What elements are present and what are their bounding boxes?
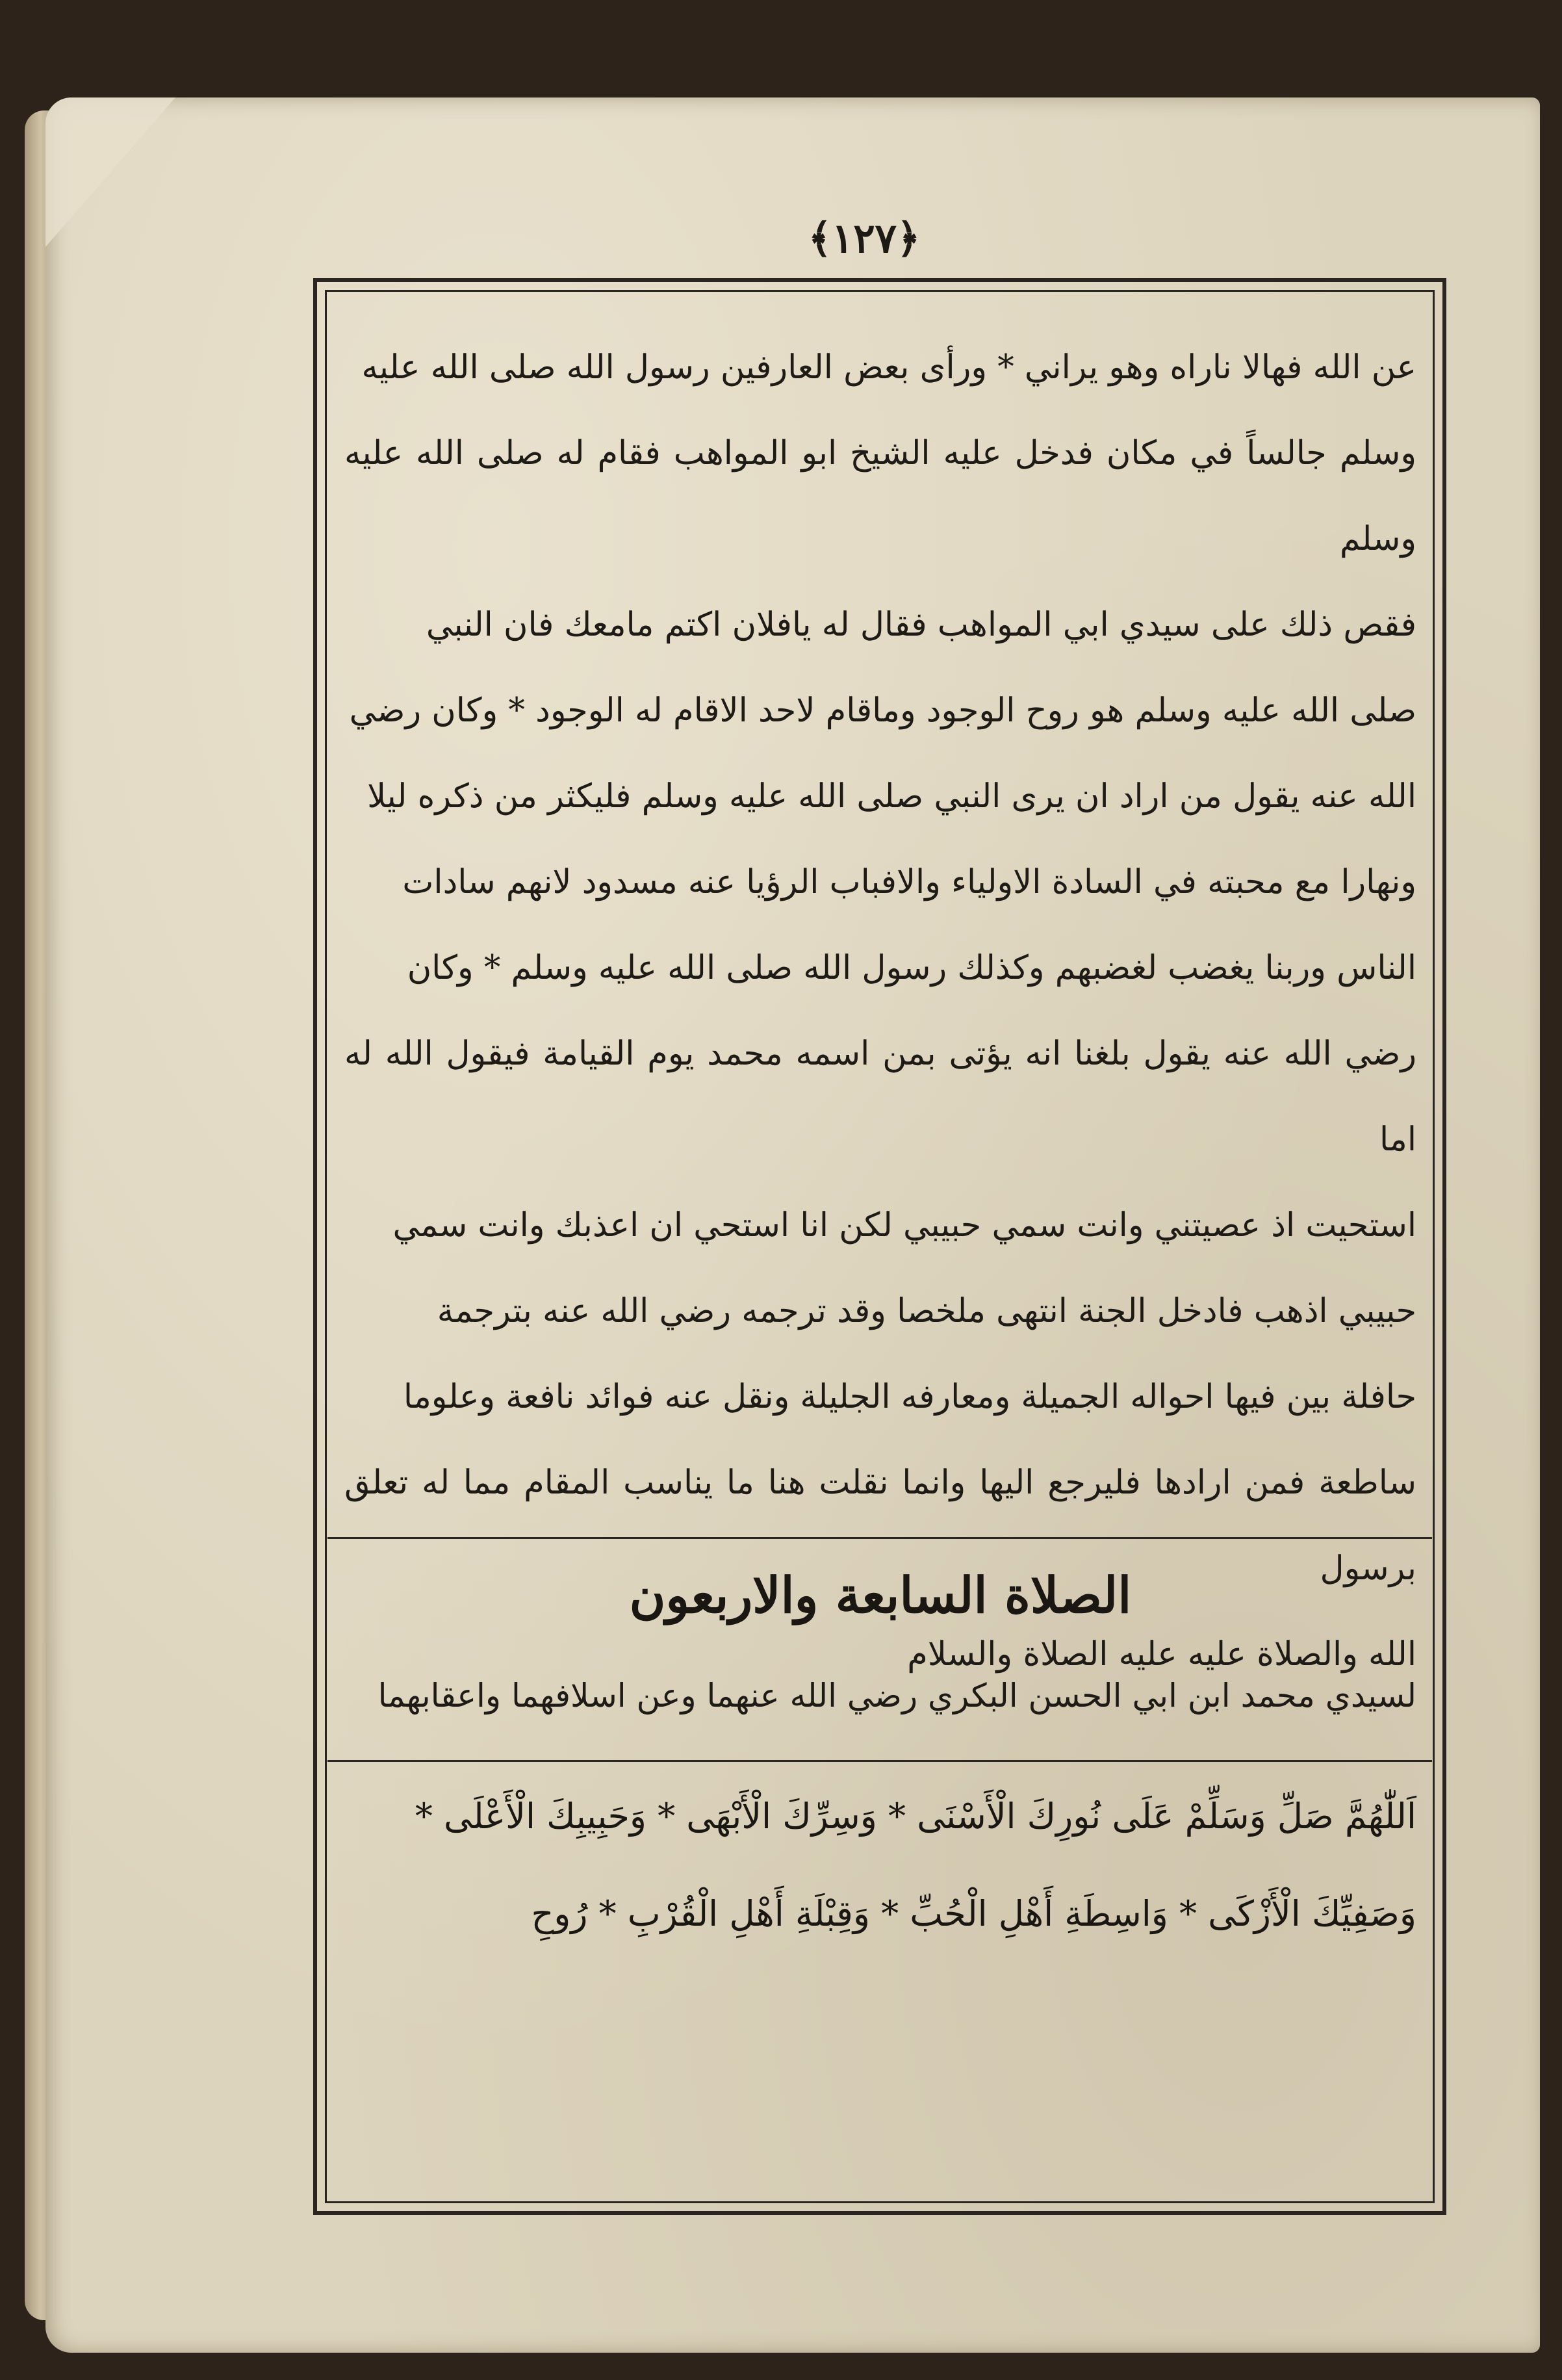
section-divider-bottom (327, 1760, 1432, 1762)
attribution-line: لسيدي محمد ابن ابي الحسن البكري رضي الله عنهما وعن اسلافهما واعقابهما (378, 1677, 1416, 1714)
body-line: فقص ذلك على سيدي ابي المواهب فقال له يافلان اكتم مامعك فان النبي (426, 606, 1416, 644)
body-line: وسلم جالساً في مكان فدخل عليه الشيخ ابو المواهب فقام له صلى الله عليه وسلم (344, 434, 1416, 558)
body-text (344, 325, 1416, 1698)
section-divider-top (327, 1537, 1432, 1539)
body-line: حافلة بين فيها احواله الجميلة ومعارفه الجليلة ونقل عنه فوائد نافعة وعلوما (403, 1378, 1416, 1416)
body-line: صلى الله عليه وسلم هو روح الوجود وماقام لاحد الاقام له الوجود * وكان رضي (349, 692, 1416, 730)
prayer-text (344, 1768, 1416, 1963)
body-line: ونهارا مع محبته في السادة الاولياء والافباب الرؤيا عنه مسدود لانهم سادات (402, 863, 1416, 901)
body-line: رضي الله عنه يقول بلغنا انه يؤتى بمن اسمه محمد يوم القيامة فيقول الله له اما (344, 1035, 1416, 1159)
body-line: الله عنه يقول من اراد ان يرى النبي صلى الله عليه وسلم فليكثر من ذكره ليلا (367, 777, 1416, 816)
section-title: الصلاة السابعة والاربعون (629, 1566, 1132, 1624)
body-line: عن الله فهالا ناراه وهو يراني * ورأى بعض العارفين رسول الله صلى الله عليه (361, 348, 1416, 387)
page-number: ﴿١٢٧﴾ (808, 214, 921, 262)
body-line: ساطعة فمن ارادها فليرجع اليها وانما نقلت هنا ما يناسب المقام مما له تعلق برسول (344, 1464, 1416, 1588)
body-line: الله والصلاة عليه عليه الصلاة والسلام (907, 1635, 1416, 1674)
prayer-line: اَللّٰهُمَّ صَلِّ وَسَلِّمْ عَلَى نُورِكَ الْأَسْنَى * وَسِرِّكَ الْأَبْهَى * وَحَبِيبِكَ الْأَعْلَى * (415, 1796, 1416, 1837)
body-line: استحيت اذ عصيتني وانت سمي حبيبي لكن انا استحي ان اعذبك وانت سمي (392, 1206, 1416, 1245)
body-line: الناس وربنا يغضب لغضبهم وكذلك رسول الله صلى الله عليه وسلم * وكان (407, 949, 1416, 987)
body-line: حبيبي اذهب فادخل الجنة انتهى ملخصا وقد ترجمه رضي الله عنه بترجمة (437, 1292, 1416, 1330)
prayer-line: وَصَفِيِّكَ الْأَزْكَى * وَاسِطَةِ أَهْلِ الْحُبِّ * وَقِبْلَةِ أَهْلِ الْقُرْبِ * رُوحِ (531, 1893, 1416, 1934)
folded-corner (45, 97, 175, 247)
